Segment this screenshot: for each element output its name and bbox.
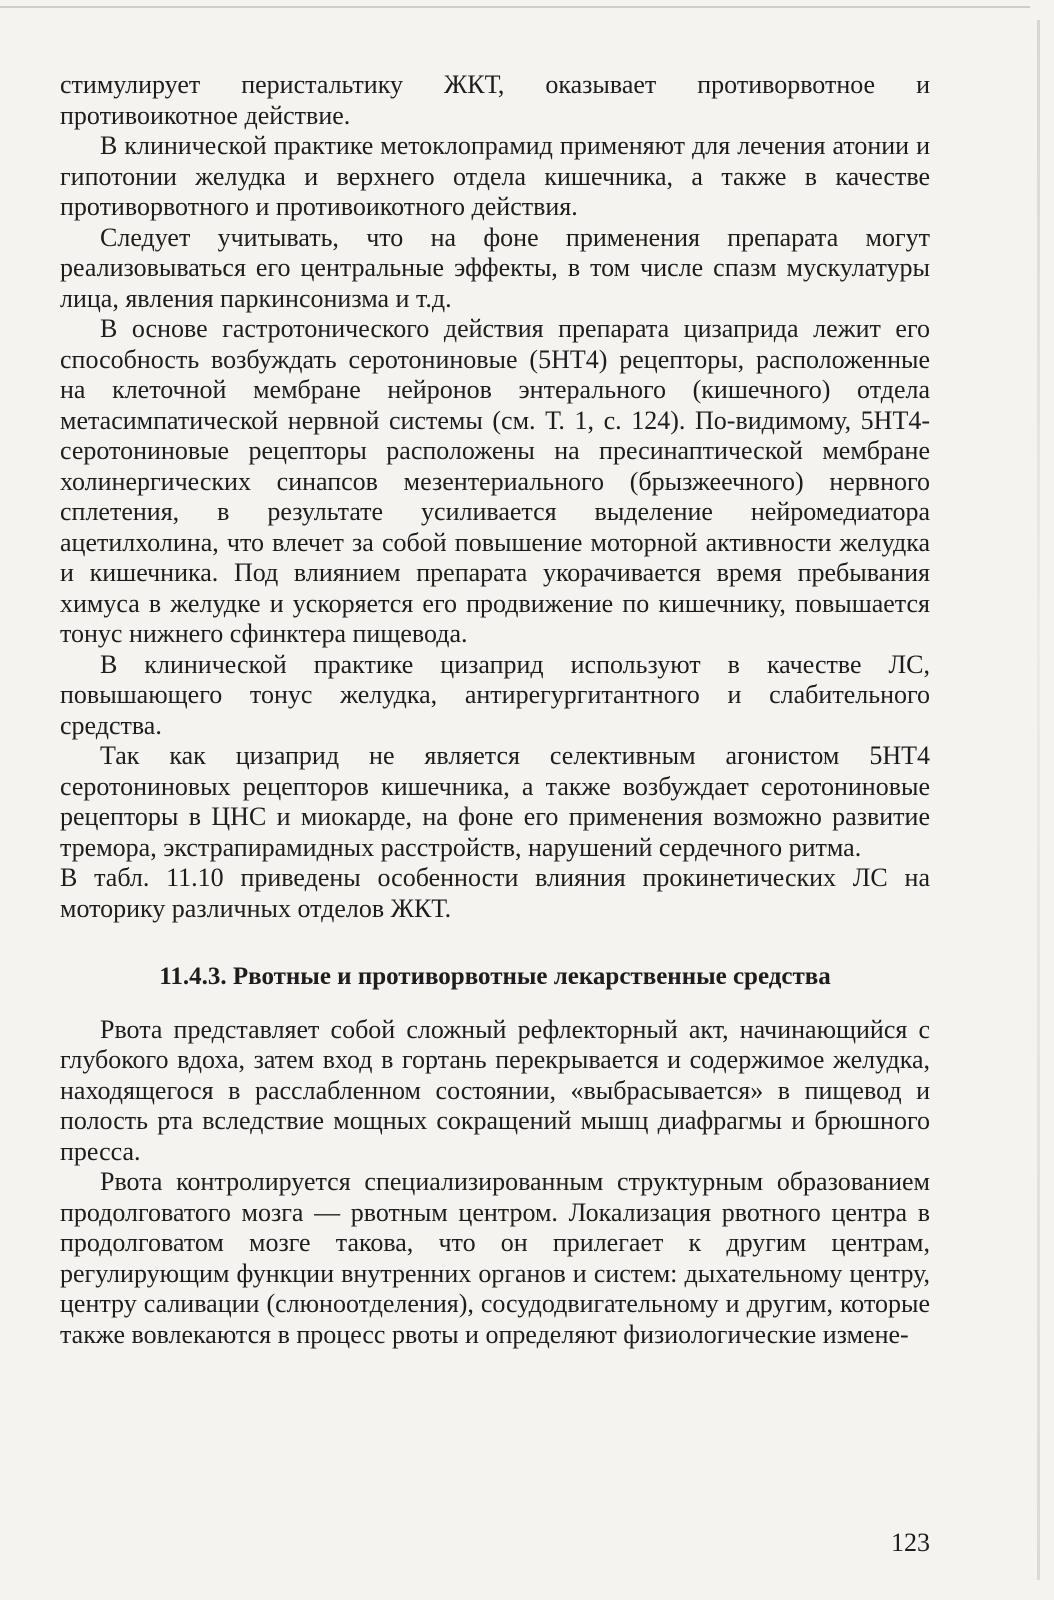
page-content [60, 70, 930, 1350]
page-binding-edge [1037, 20, 1040, 1580]
paragraph-central-effects: Следует учитывать, что на фоне применения препарата могут реализовываться его центральные эффекты, в том числе спазм мускулатуры лица, явления паркинсонизма и т.д. [60, 222, 930, 313]
paragraph-continuation: стимулирует перистальтику ЖКТ, оказывает противорвотное и противоикотное действие. [60, 70, 930, 130]
paragraph-table-reference: В табл. 11.10 приведены особенности влияния прокинетических ЛС на моторику различных отделов ЖКТ. [60, 863, 930, 923]
paragraph-cisapride-clinical: В клинической практике цизаприд используют в качестве ЛС, повышающего тонус желудка, антирегургитантного и слабительного средства. [60, 649, 930, 740]
paragraph-cisapride-mechanism: В основе гастротонического действия препарата цизаприда лежит его способность возбуждать серотониновые (5HT4) рецепторы, расположенные на клеточной мембране нейронов энтерального (кишечного) отдела метасимпатической нервной системы (см. Т. 1, с. 124). По-видимому, 5HT4-серотониновые рецепторы расположены на пресинаптической мембране холинергических синапсов мезентериального (брызжеечного) нервного сплетения, в результате усиливается выделение нейромедиатора ацетилхолина, что влечет за собой повышение моторной активности желудка и кишечника. Под влиянием препарата укорачивается время пребывания химуса в желудке и ускоряется его продвижение по кишечнику, повышается тонус нижнего сфинктера пищевода. [60, 314, 930, 648]
page-number: 123 [891, 1528, 930, 1557]
section-heading: 11.4.3. Рвотные и противорвотные лекарственные средства [159, 963, 831, 990]
page-top-edge [0, 6, 1030, 8]
paragraph-vomiting-center: Рвота контролируется специализированным структурным образованием продолговатого мозга — рвотным центром. Локализация рвотного центра в продолговатом мозге такова, что он прилегает к другим центрам, регулирующим функции внутренних органов и систем: дыхательному центру, центру саливации (слюноотделения), сосудодвигательному и другим, которые также вовлекаются в процесс рвоты и определяют физиологические измене- [60, 1167, 930, 1349]
paragraph-metoclopramide-clinical: В клинической практике метоклопрамид применяют для лечения атонии и гипотонии желудка и верхнего отдела кишечника, а также в качестве противорвотного и противоикотного действия. [60, 131, 930, 221]
paragraph-cisapride-side-effects: Так как цизаприд не является селективным агонистом 5HT4 серотониновых рецепторов кишечника, а также возбуждает серотониновые рецепторы в ЦНС и миокарде, на фоне его применения возможно развитие тремора, экстрапирамидных расстройств, нарушений сердечного ритма. [60, 741, 930, 862]
paragraph-vomiting-definition: Рвота представляет собой сложный рефлекторный акт, начинающийся с глубокого вдоха, затем вход в гортань перекрывается и содержимое желудка, находящегося в расслабленном состоянии, «выбрасывается» в пищевод и полость рта вследствие мощных сокращений мышц диафрагмы и брюшного пресса. [60, 1014, 930, 1166]
